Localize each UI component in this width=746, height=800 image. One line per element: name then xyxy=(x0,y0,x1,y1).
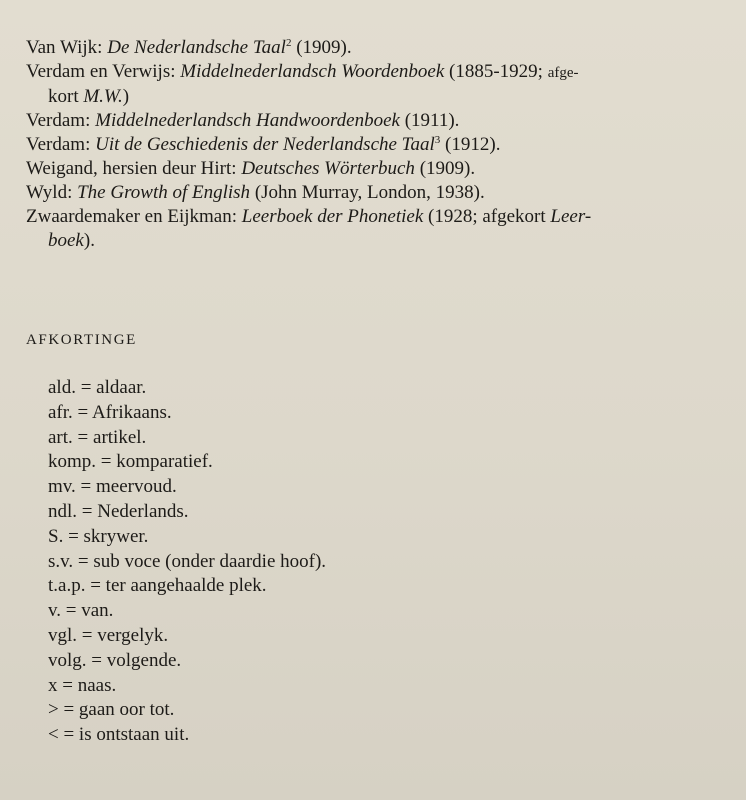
section-heading: AFKORTINGE xyxy=(26,332,137,348)
abbreviation-item: ndl. = Nederlands. xyxy=(48,500,189,522)
reference-continuation: kort xyxy=(48,86,79,107)
bibliography-list xyxy=(26,36,742,253)
abbreviation-item: ald. = aldaar. xyxy=(48,377,147,398)
reference-entry xyxy=(26,205,742,253)
reference-entry xyxy=(26,109,742,133)
reference-title: Deutsches Wörterbuch xyxy=(241,158,415,179)
edition-superscript: 3 xyxy=(434,134,441,146)
edition-superscript: 2 xyxy=(285,37,292,49)
reference-entry xyxy=(26,60,742,109)
reference-entry xyxy=(26,157,742,181)
abbreviation-item: S. = skrywer. xyxy=(48,525,149,547)
reference-abbreviation: Leer- xyxy=(550,206,592,227)
reference-details: (1885-1929; xyxy=(449,61,543,82)
abbreviation-item: komp. = komparatief. xyxy=(48,451,213,473)
reference-title: De Nederlandsche Taal xyxy=(107,37,286,58)
reference-author: Zwaardemaker en Eijkman: xyxy=(26,206,238,227)
abbreviation-item: mv. = meervoud. xyxy=(48,476,177,498)
reference-details: (John Murray, London, 1938). xyxy=(254,182,485,203)
abbreviation-item: t.a.p. = ter aangehaalde plek. xyxy=(48,575,267,597)
reference-author: Verdam en Verwijs: xyxy=(26,61,176,82)
abbreviation-item: afr. = Afrikaans. xyxy=(48,401,172,423)
reference-author: Weigand, hersien deur Hirt: xyxy=(26,158,237,179)
reference-title: Uit de Geschiedenis der Nederlandsche Taal xyxy=(95,134,435,155)
reference-title: The Growth of English xyxy=(77,182,251,203)
reference-author: Verdam: xyxy=(26,110,91,131)
abbreviation-item: x = naas. xyxy=(48,674,117,696)
abbreviation-item: < = is ontstaan uit. xyxy=(48,724,190,746)
reference-author: Van Wijk: xyxy=(26,37,103,58)
reference-details: (1909). xyxy=(296,37,352,58)
abbreviation-item: vgl. = vergelyk. xyxy=(48,624,169,646)
reference-closing: ). xyxy=(83,230,95,251)
reference-closing: ) xyxy=(122,86,130,107)
reference-author: Verdam: xyxy=(26,134,91,155)
abbreviations-list xyxy=(48,376,326,748)
reference-details: (1911). xyxy=(404,110,460,131)
reference-title: Middelnederlandsch Handwoordenboek xyxy=(95,110,400,131)
reference-abbreviation: M.W. xyxy=(83,86,123,107)
reference-entry xyxy=(26,181,742,205)
reference-details-hyphenated: afge- xyxy=(547,65,579,81)
reference-details: (1909). xyxy=(419,158,476,179)
abbreviation-item: volg. = volgende. xyxy=(48,649,182,671)
reference-title: Middelnederlandsch Woordenboek xyxy=(180,61,445,82)
reference-author: Wyld: xyxy=(26,182,73,203)
reference-title: Leerboek der Phonetiek xyxy=(241,206,424,227)
reference-details: (1912). xyxy=(445,134,501,155)
reference-entry xyxy=(26,36,742,60)
abbreviation-item: s.v. = sub voce (onder daardie hoof). xyxy=(48,550,327,572)
abbreviation-item: v. = van. xyxy=(48,600,114,622)
abbreviation-item: > = gaan oor tot. xyxy=(48,699,175,721)
reference-continuation: boek xyxy=(48,230,84,251)
reference-entry xyxy=(26,133,742,157)
abbreviation-item: art. = artikel. xyxy=(48,426,147,448)
reference-details: (1928; afgekort xyxy=(428,206,546,227)
